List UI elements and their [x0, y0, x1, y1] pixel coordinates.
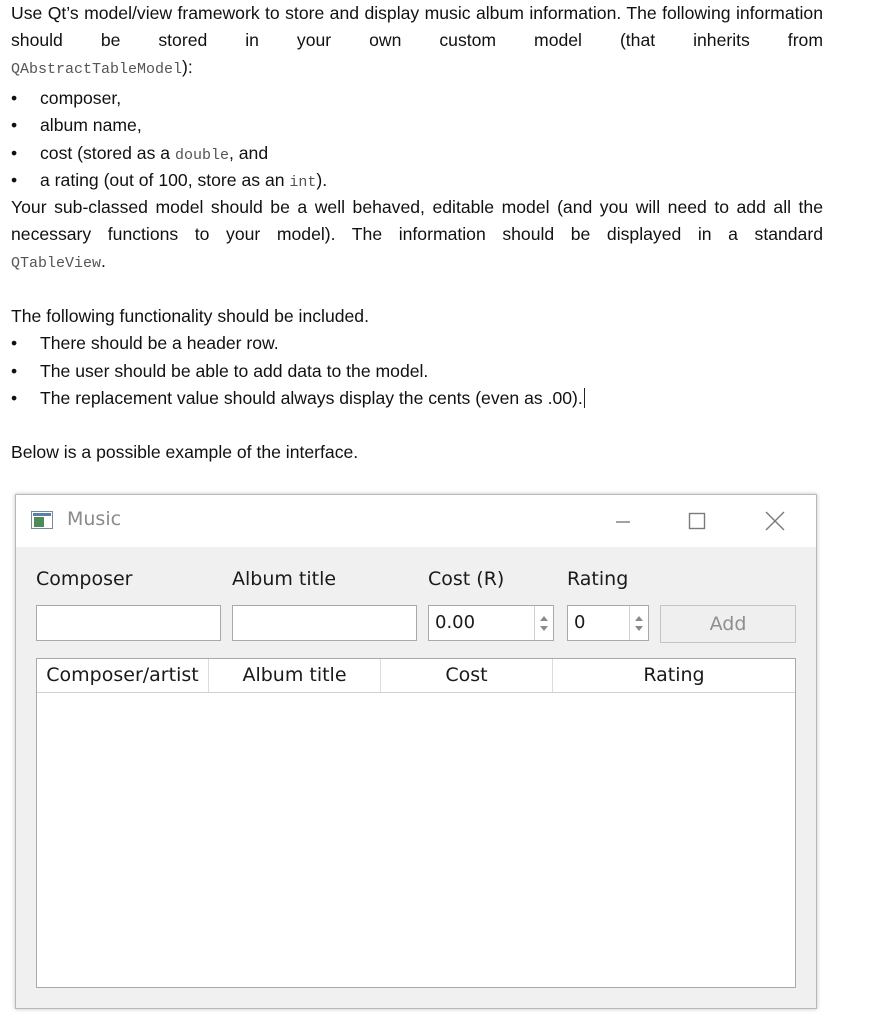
title-bar[interactable] [16, 495, 816, 547]
intro-text: Use Qt’s model/view framework to store and display music album information. The following information should be stored in your own custom model (that inherits from [11, 3, 823, 51]
composer-input[interactable] [36, 605, 221, 641]
assignment-text [11, 0, 823, 466]
functionality-item [11, 385, 823, 413]
header-rating[interactable]: Rating [643, 664, 705, 686]
minimize-icon[interactable] [609, 507, 637, 535]
header-album[interactable]: Album title [209, 659, 381, 692]
model-end: . [101, 251, 106, 272]
maximize-icon[interactable] [683, 507, 711, 535]
cost-value: 0.00 [435, 612, 476, 633]
functionality-item: • The user should be able to add data to the model. [11, 358, 823, 386]
field-composer: • composer, [11, 85, 823, 113]
rating-pre: a rating (out of 100, store as an [40, 170, 285, 191]
intro-paragraph-end [11, 54, 823, 83]
spin-arrows-icon[interactable] [534, 606, 553, 640]
field-list [11, 85, 823, 195]
album-label: Album title [232, 568, 337, 590]
functionality-list [11, 330, 823, 413]
field-album: • album name, [11, 112, 823, 140]
header-cost[interactable]: Cost [381, 659, 553, 692]
rating-code: int [289, 174, 317, 192]
close-icon[interactable] [761, 507, 789, 535]
field-rating [11, 167, 823, 195]
album-table[interactable] [36, 658, 796, 988]
field-cost [11, 140, 823, 168]
intro-code: QAbstractTableModel [11, 61, 183, 79]
model-paragraph [11, 194, 823, 248]
intro-end: ): [182, 57, 193, 78]
rating-label: Rating [567, 568, 629, 590]
add-button[interactable]: Add [660, 605, 796, 643]
cost-spinbox[interactable] [428, 605, 554, 641]
cost-pre: cost (stored as a [40, 142, 171, 163]
model-code: QTableView [11, 255, 102, 273]
model-paragraph-end [11, 248, 823, 277]
rating-value: 0 [574, 612, 586, 633]
model-text: Your sub-classed model should be a well behaved, editable model (and you will need to add all the necessary functions to your model). The information should be displayed in a standard [11, 196, 823, 244]
functionality-item-text: The replacement value should always display the cents (even as .00). [40, 388, 583, 409]
rating-spinbox[interactable] [567, 605, 649, 641]
composer-label: Composer [36, 568, 133, 590]
window-title: Music [67, 508, 122, 530]
example-intro: Below is a possible example of the interface. [11, 441, 359, 462]
rating-post: ). [316, 170, 328, 191]
text-cursor [584, 388, 585, 408]
header-composer[interactable]: Composer/artist [37, 659, 209, 692]
music-window [15, 494, 817, 1009]
spin-arrows-icon[interactable] [629, 606, 648, 640]
cost-post: , and [228, 142, 269, 163]
app-window-icon [31, 511, 53, 529]
intro-paragraph [11, 0, 823, 54]
table-header [37, 659, 795, 693]
functionality-item: • There should be a header row. [11, 330, 823, 358]
cost-label: Cost (R) [428, 568, 505, 590]
album-input[interactable] [232, 605, 417, 641]
cost-code: double [174, 146, 229, 164]
functionality-intro: The following functionality should be included. [11, 306, 369, 327]
